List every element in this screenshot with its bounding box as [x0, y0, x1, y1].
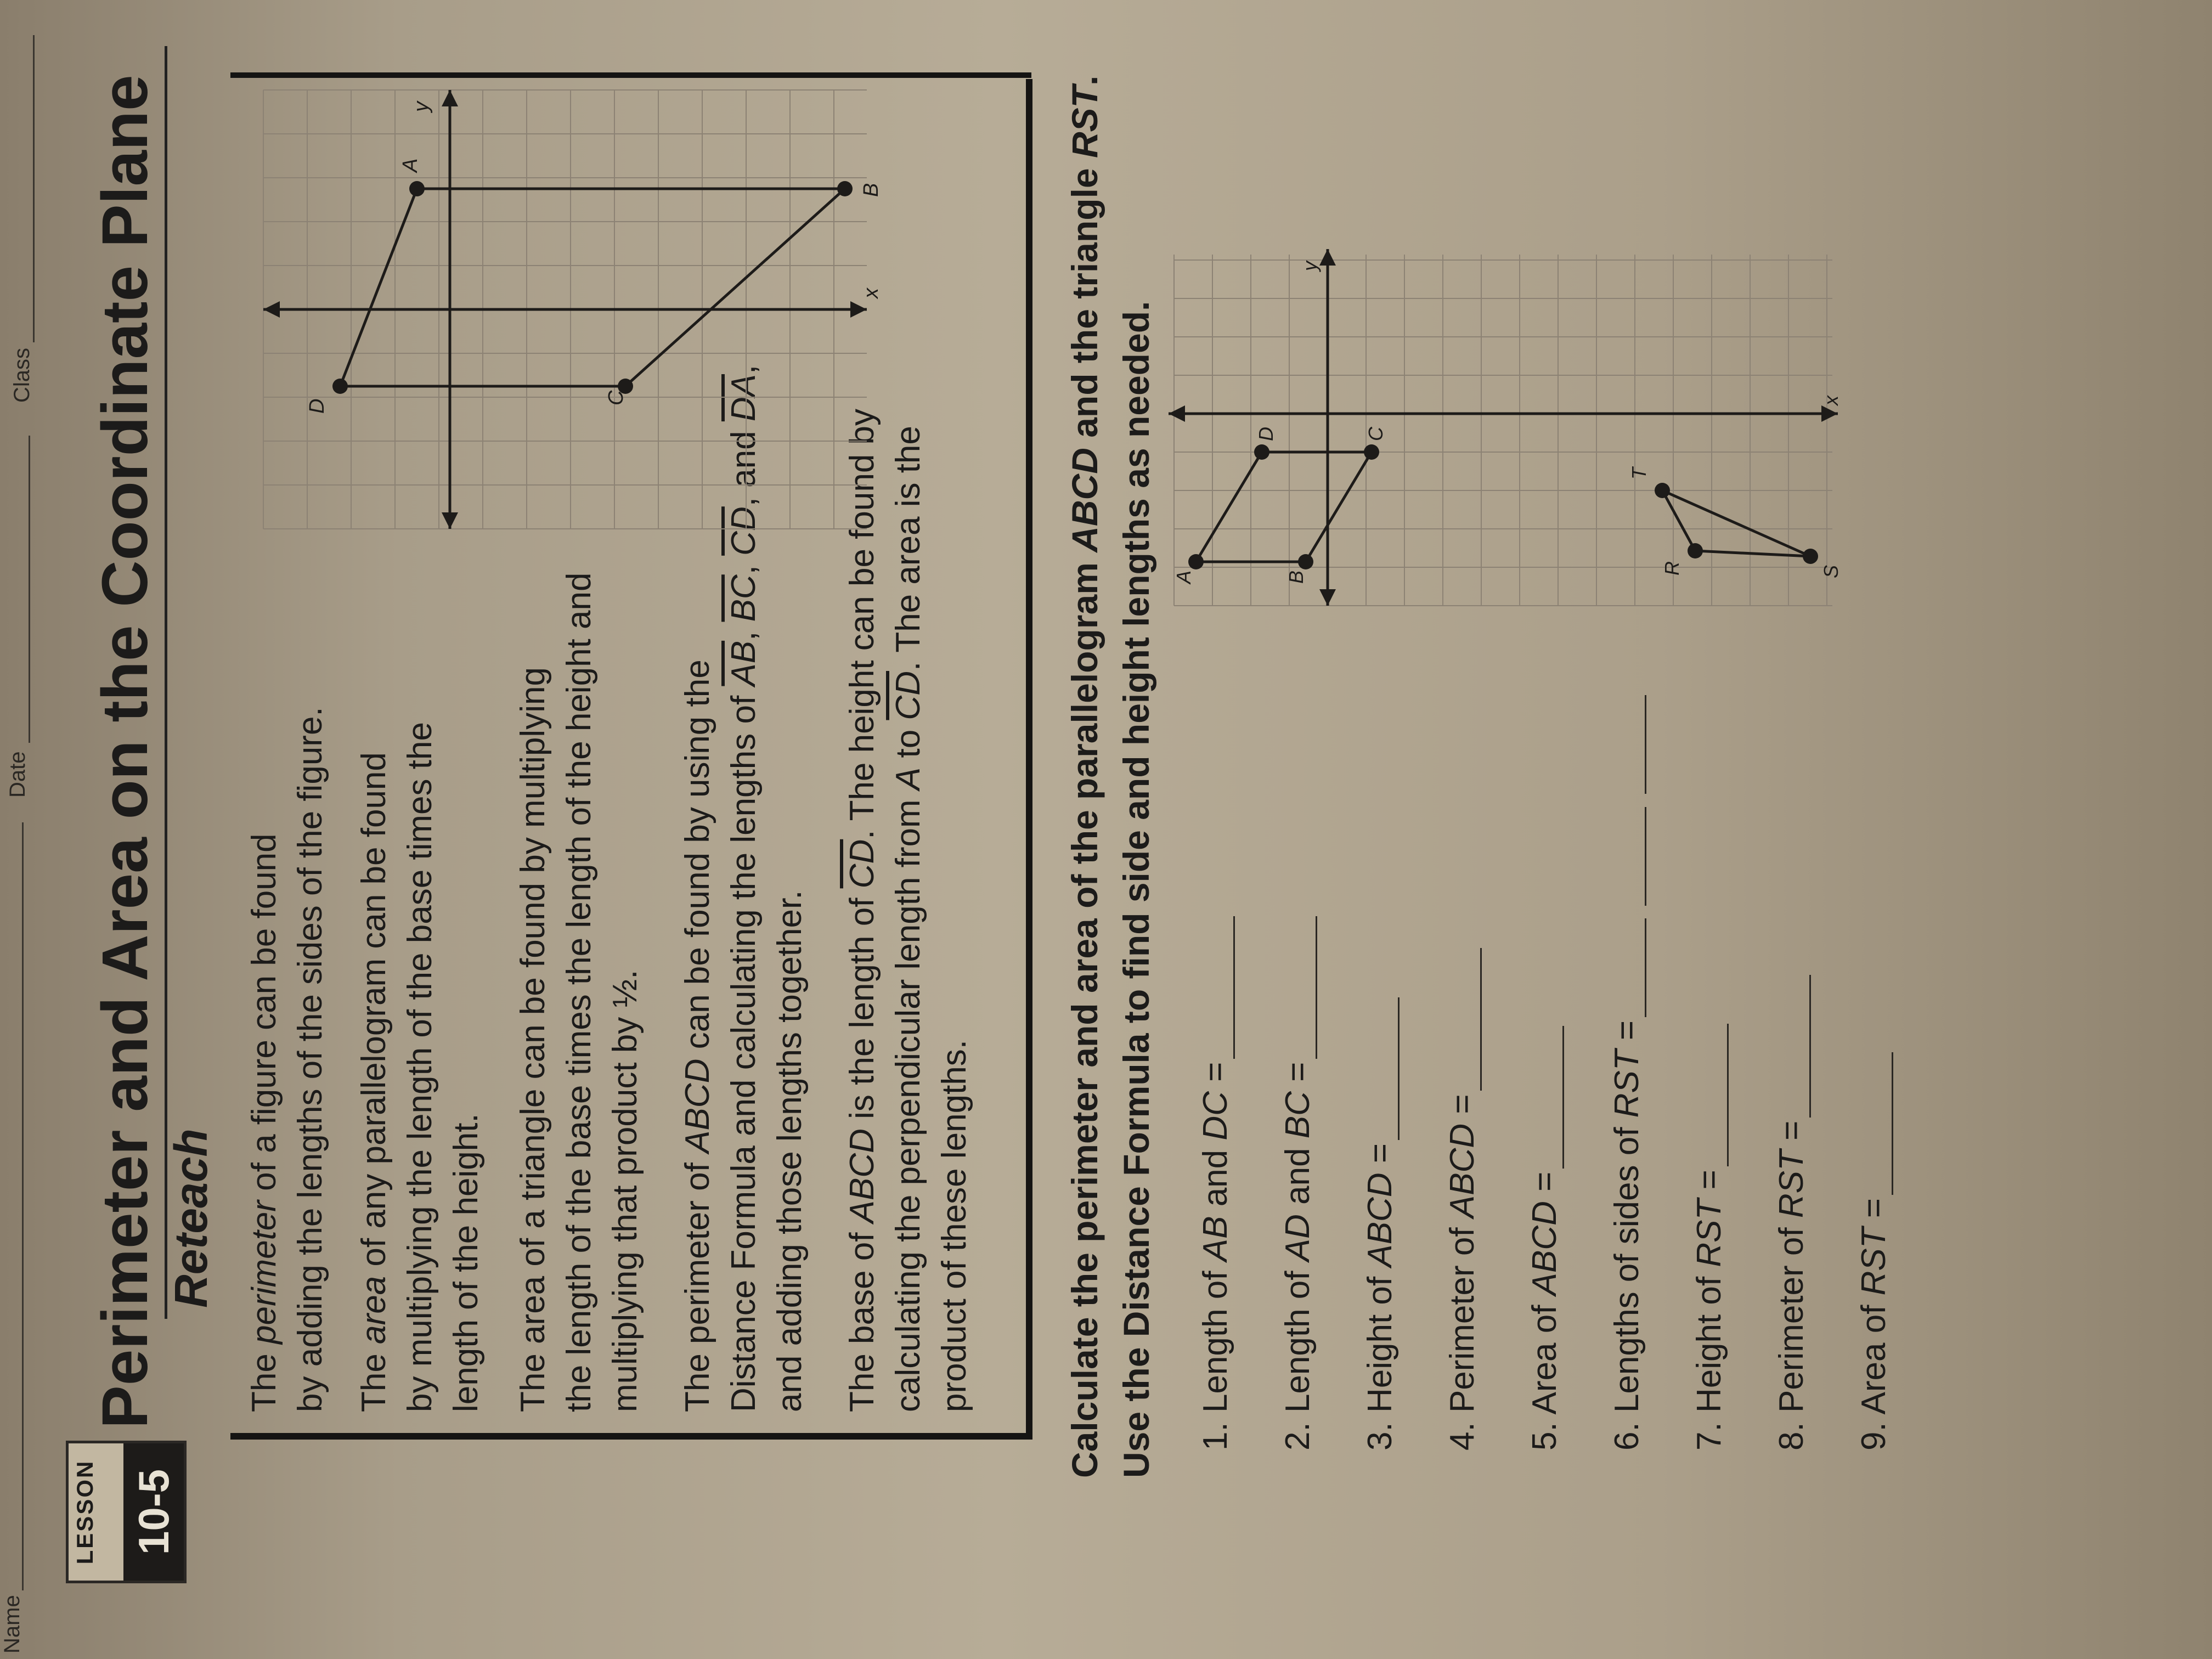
answer-blank-6a[interactable] — [1617, 918, 1646, 1017]
page-subtitle: Reteach — [165, 1128, 217, 1308]
answer-blank-7[interactable] — [1700, 1024, 1729, 1166]
abcd-perimeter-text: The perimeter of ABCD can be found by using the Distance Formula and calculating the lengths of $\overline{AB}$, $\overline{BC}$, $\overline{CD}$, and $\overline{DA}$, and adding those lengths together. — [679, 364, 809, 1412]
answer-blank-8[interactable] — [1782, 975, 1811, 1118]
title-rule — [165, 46, 167, 1319]
graph2-label-S: S — [1820, 565, 1842, 578]
page-title: Perimeter and Area on the Coordinate Plane — [89, 75, 161, 1429]
reteach-bottom-rule — [1026, 79, 1032, 1440]
triangle-area-definition: The area of a triangle can be found by multiplying the length of the base times the length of the height and multiplying that product by ½. — [514, 572, 644, 1412]
class-label: Class — [10, 347, 34, 403]
class-line[interactable] — [33, 35, 35, 342]
graph2-label-x: x — [1820, 396, 1842, 405]
name-label: Name — [0, 1595, 24, 1654]
problem-coordinate-graph — [1152, 233, 1854, 628]
answer-blank-9[interactable] — [1864, 1052, 1893, 1195]
question-1: 1. Length of AB and DC = — [1196, 916, 1235, 1451]
date-label: Date — [5, 751, 30, 798]
graph1-label-A: A — [399, 158, 422, 172]
graph1-label-B: B — [860, 183, 883, 197]
lesson-badge — [66, 1441, 187, 1583]
lesson-number: 10-5 — [123, 1443, 184, 1581]
graph2-label-A: A — [1172, 570, 1195, 584]
graph1-label-C: C — [605, 390, 628, 405]
graph2-label-y: y — [1299, 261, 1321, 271]
lesson-word: LESSON — [72, 1459, 98, 1565]
question-4: 4. Perimeter of ABCD = — [1443, 948, 1482, 1451]
graph1-label-x: x — [860, 288, 883, 298]
question-9: 9. Area of RST = — [1854, 1052, 1893, 1451]
name-line[interactable] — [22, 822, 24, 1590]
date-line[interactable] — [29, 436, 30, 743]
question-8: 8. Perimeter of RST = — [1772, 975, 1811, 1451]
question-2: 2. Length of AD and BC = — [1278, 916, 1317, 1451]
answer-blank-3[interactable] — [1370, 997, 1400, 1140]
question-6: 6. Lengths of sides of RST = — [1607, 695, 1646, 1451]
question-5: 5. Area of ABCD = — [1525, 1026, 1564, 1451]
graph2-label-B: B — [1285, 570, 1307, 584]
answer-blank-1[interactable] — [1206, 916, 1235, 1059]
answer-blank-6b[interactable] — [1617, 807, 1646, 906]
answer-blank-2[interactable] — [1288, 916, 1317, 1059]
question-7: 7. Height of RST = — [1690, 1024, 1729, 1451]
question-3: 3. Height of ABCD = — [1361, 997, 1400, 1451]
graph2-label-T: T — [1628, 467, 1650, 479]
answer-blank-5[interactable] — [1535, 1026, 1564, 1169]
abcd-area-text: The base of ABCD is the length of $\overline{CD}$. The height can be found by calculating the perpendicular length from A to $\overline{CD}$. The area is the product of these lengths. — [843, 408, 973, 1412]
answer-blank-6c[interactable] — [1617, 695, 1646, 794]
instructions: Calculate the perimeter and area of the parallelogram ABCD and the triangle RST. Use the Distance Formula to find side and height lengths as needed. — [1064, 75, 1156, 1478]
graph2-label-R: R — [1661, 561, 1683, 575]
example-coordinate-graph — [241, 68, 889, 551]
graph1-label-y: y — [410, 101, 433, 112]
answer-blank-4[interactable] — [1453, 948, 1482, 1091]
parallelogram-area-definition: The area of any parallelogram can be found by multiplying the length of the base times the length of the height. — [355, 722, 485, 1412]
graph2-label-C: C — [1364, 427, 1387, 441]
perimeter-definition: The perimeter of a figure can be found by adding the lengths of the sides of the figure. — [245, 707, 329, 1412]
graph2-label-D: D — [1255, 427, 1277, 441]
graph1-label-D: D — [306, 398, 329, 414]
